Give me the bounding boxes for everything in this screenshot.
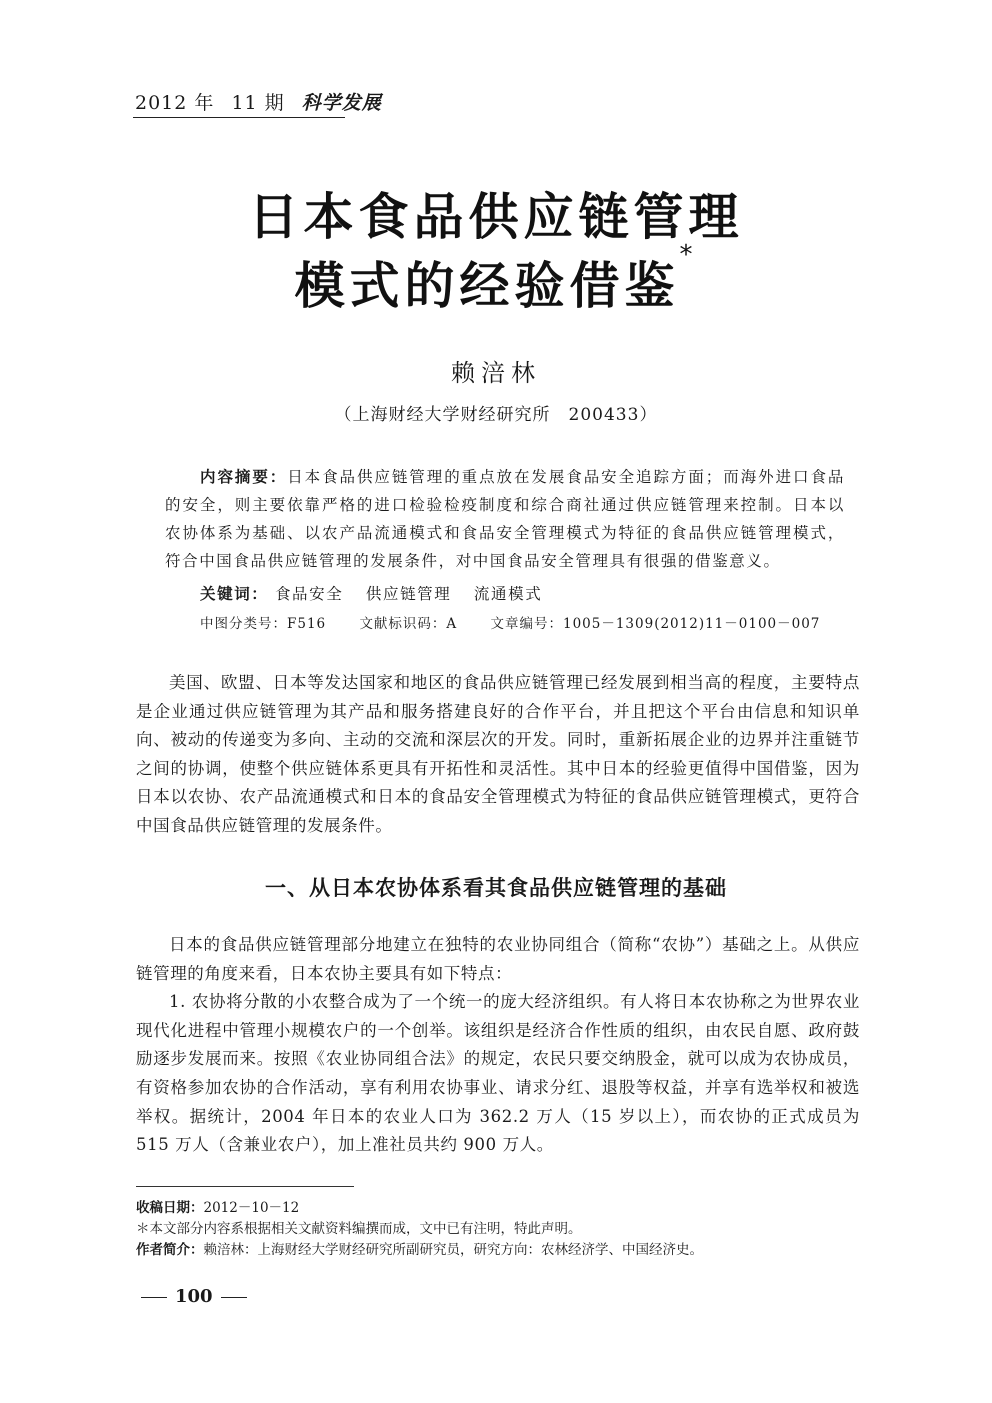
keywords-label: 关键词： — [200, 585, 269, 603]
header-year: 2012 年 — [135, 92, 215, 114]
author-affiliation: （上海财经大学财经研究所 200433） — [334, 405, 658, 425]
footnote-rule — [136, 1186, 354, 1187]
journal-header — [135, 88, 382, 115]
received-date: 收稿日期：2012－10－12 — [136, 1200, 300, 1216]
header-issue: 11 期 — [231, 92, 285, 114]
abstract-text: 日本食品供应链管理的重点放在发展食品安全追踪方面；而海外进口食品的安全，则主要依靠严格的进口检验检疫制度和综合商社通过供应链管理来控制。日本以农协体系为基础、以农产品流通模式和食品安全管理模式为特征的食品供应链管理模式，符合中国食品供应链管理的发展条件，对中国食品安全管理具有很强的借鉴意义。 — [165, 468, 845, 570]
author-name: 赖涪林 — [451, 359, 541, 387]
title-line-2: 模式的经验借鉴* — [294, 240, 698, 315]
section-1-heading: 一、从日本农协体系看其食品供应链管理的基础 — [265, 876, 727, 900]
header-journal-name: 科学发展 — [301, 92, 382, 114]
clc-number: 中图分类号：F516 — [200, 616, 327, 632]
page-number: 100 — [133, 1286, 255, 1307]
document-code: 文献标识码：A — [359, 616, 458, 632]
section-1-body — [136, 931, 860, 1160]
article-number: 文章编号：1005－1309(2012)11－0100－007 — [490, 616, 821, 632]
abstract-label: 内容摘要： — [200, 468, 288, 486]
keyword-item: 供应链管理 — [365, 585, 452, 603]
title-footnote-mark: * — [679, 240, 698, 270]
footnote-note: ＊本文部分内容系根据相关文献资料编撰而成，文中已有注明，特此声明。 — [136, 1221, 582, 1237]
keyword-item: 流通模式 — [473, 585, 543, 603]
keyword-item: 食品安全 — [274, 585, 344, 603]
keywords — [200, 582, 558, 604]
header-rule — [133, 117, 345, 118]
title-line-1: 日本食品供应链管理 — [248, 188, 744, 246]
section-1-paragraph-1: 日本的食品供应链管理部分地建立在独特的农业协同组合（简称“农协”）基础之上。从供应链管理的角度来看，日本农协主要具有如下特点： — [136, 935, 860, 983]
abstract — [165, 463, 845, 575]
author-bio: 作者简介：赖涪林：上海财经大学财经研究所副研究员，研究方向：农林经济学、中国经济史。 — [136, 1242, 703, 1258]
footnotes — [136, 1198, 866, 1261]
intro-paragraph: 美国、欧盟、日本等发达国家和地区的食品供应链管理已经发展到相当高的程度，主要特点是企业通过供应链管理为其产品和服务搭建良好的合作平台，并且把这个平台由信息和知识单向、被动的传递变为多向、主动的交流和深层次的开发。同时，重新拓展企业的边界并注重链节之间的协调，使整个供应链体系更具有开拓性和灵活性。其中日本的经验更值得中国借鉴，因为日本以农协、农产品流通模式和日本的食品安全管理模式为特征的食品供应链管理模式，更符合中国食品供应链管理的发展条件。 — [136, 673, 860, 835]
section-1-paragraph-2: 1. 农协将分散的小农整合成为了一个统一的庞大经济组织。有人将日本农协称之为世界农业现代化进程中管理小规模农户的一个创举。该组织是经济合作性质的组织，由农民自愿、政府鼓励逐步发展而来。按照《农业协同组合法》的规定，农民只要交纳股金，就可以成为农协成员，有资格参加农协的合作活动，享有利用农协事业、请求分红、退股等权益，并享有选举权和被选举权。据统计，2004 年日本的农业人口为 362.2 万人（15 岁以上），而农协的正式成员为 515 万人（含兼业农户），加上准社员共约 900 万人。 — [136, 992, 860, 1155]
intro-section — [136, 669, 860, 841]
classification-line — [200, 612, 848, 632]
